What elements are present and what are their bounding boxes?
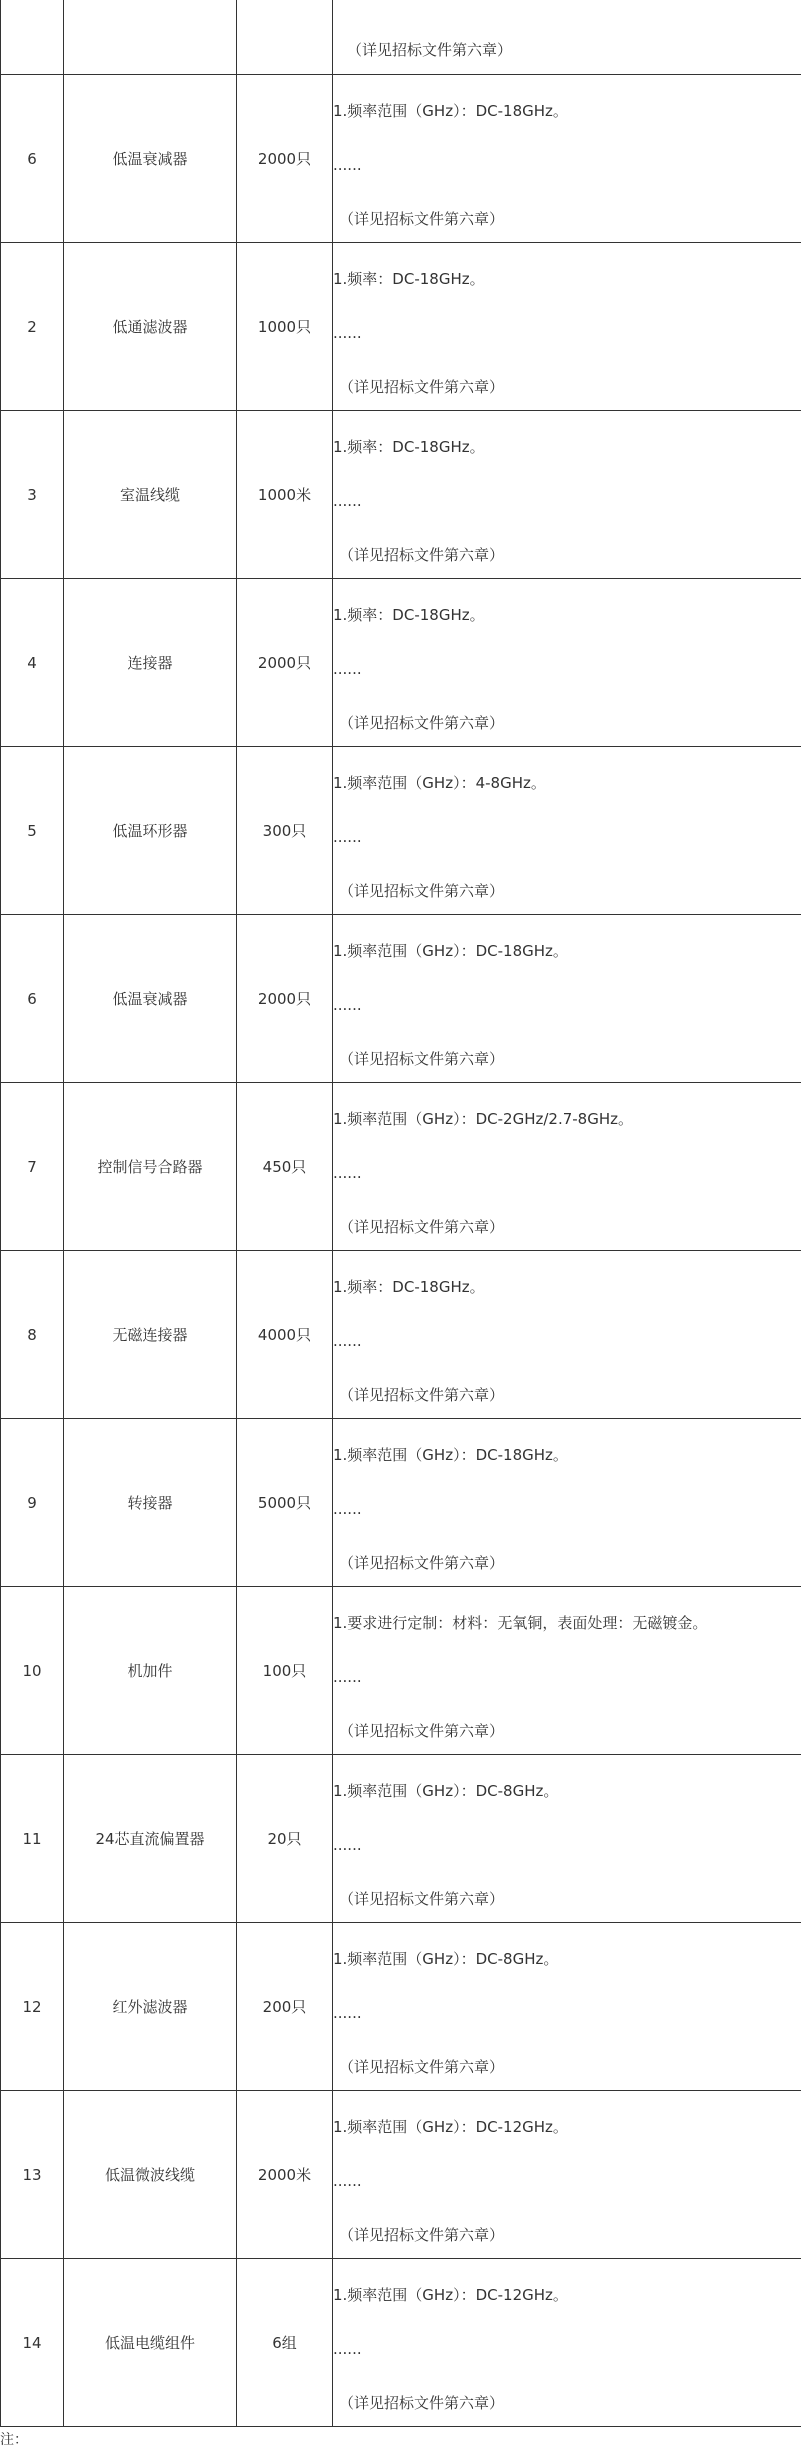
table-row xyxy=(1,579,801,747)
spec-frequency: 1.频率范围（GHz）：DC-18GHz。 xyxy=(333,941,801,961)
item-quantity: 1000只 xyxy=(237,243,333,411)
item-number: 12 xyxy=(1,1923,64,2091)
item-name: 连接器 xyxy=(64,579,237,747)
item-quantity: 200只 xyxy=(237,1923,333,2091)
item-number: 10 xyxy=(1,1587,64,1755)
spec-frequency: 1.频率范围（GHz）：DC-12GHz。 xyxy=(333,2285,801,2305)
spec-note: （详见招标文件第六章） xyxy=(333,1553,801,1573)
item-number: 6 xyxy=(1,915,64,1083)
item-quantity: 2000只 xyxy=(237,579,333,747)
spec-ellipsis: ...... xyxy=(333,491,801,511)
item-quantity: 450只 xyxy=(237,1083,333,1251)
spec-ellipsis: ...... xyxy=(333,2003,801,2023)
table-row xyxy=(1,1923,801,2091)
spec-frequency: 1.频率：DC-18GHz。 xyxy=(333,1277,801,1297)
spec-frequency: 1.频率范围（GHz）：DC-8GHz。 xyxy=(333,1781,801,1801)
spec-note: （详见招标文件第六章） xyxy=(333,545,801,565)
item-number: 5 xyxy=(1,747,64,915)
item-name: 低温衰减器 xyxy=(64,75,237,243)
spec-frequency: 1.频率范围（GHz）：DC-12GHz。 xyxy=(333,2117,801,2137)
item-number: 13 xyxy=(1,2091,64,2259)
item-name: 低温衰减器 xyxy=(64,915,237,1083)
item-spec-cell xyxy=(333,1419,801,1587)
item-name: 低通滤波器 xyxy=(64,243,237,411)
spec-note: （详见招标文件第六章） xyxy=(333,209,801,229)
cell-no xyxy=(1,0,64,75)
item-spec-cell xyxy=(333,1587,801,1755)
item-name: 无磁连接器 xyxy=(64,1251,237,1419)
spec-frequency: 1.频率：DC-18GHz。 xyxy=(333,437,801,457)
item-quantity: 20只 xyxy=(237,1755,333,1923)
spec-requirement: 1.要求进行定制：材料：无氧铜，表面处理：无磁镀金。 xyxy=(333,1613,801,1633)
item-spec-cell xyxy=(333,915,801,1083)
item-number: 8 xyxy=(1,1251,64,1419)
spec-ellipsis: ...... xyxy=(333,155,801,175)
spec-note: （详见招标文件第六章） xyxy=(333,1385,801,1405)
item-spec-cell xyxy=(333,243,801,411)
spec-ellipsis: ...... xyxy=(333,995,801,1015)
table-row xyxy=(1,2091,801,2259)
table-row xyxy=(1,411,801,579)
spec-note: （详见招标文件第六章） xyxy=(333,881,801,901)
spec-ellipsis: ...... xyxy=(333,659,801,679)
item-name: 转接器 xyxy=(64,1419,237,1587)
spec-note: （详见招标文件第六章） xyxy=(333,1217,801,1237)
cell-qty xyxy=(237,0,333,75)
item-number: 14 xyxy=(1,2259,64,2427)
table-row xyxy=(1,1251,801,1419)
item-spec-cell xyxy=(333,1251,801,1419)
item-spec-cell xyxy=(333,2259,801,2427)
item-name: 室温线缆 xyxy=(64,411,237,579)
spec-frequency: 1.频率范围（GHz）：DC-8GHz。 xyxy=(333,1949,801,1969)
spec-ellipsis: ...... xyxy=(333,1331,801,1351)
item-quantity: 2000只 xyxy=(237,915,333,1083)
spec-ellipsis: ...... xyxy=(333,1835,801,1855)
spec-note: （详见招标文件第六章） xyxy=(333,1049,801,1069)
table-row xyxy=(1,1587,801,1755)
item-number: 4 xyxy=(1,579,64,747)
item-number: 6 xyxy=(1,75,64,243)
item-quantity: 4000只 xyxy=(237,1251,333,1419)
item-name: 控制信号合路器 xyxy=(64,1083,237,1251)
item-spec-cell xyxy=(333,579,801,747)
table-row xyxy=(1,747,801,915)
item-spec-cell xyxy=(333,75,801,243)
table-row xyxy=(1,2259,801,2427)
item-quantity: 1000米 xyxy=(237,411,333,579)
item-quantity: 300只 xyxy=(237,747,333,915)
spec-note: （详见招标文件第六章） xyxy=(333,2225,801,2245)
spec-ellipsis: ...... xyxy=(333,2171,801,2191)
cell-name xyxy=(64,0,237,75)
item-name: 机加件 xyxy=(64,1587,237,1755)
spec-note: （详见招标文件第六章） xyxy=(333,1889,801,1909)
spec-ellipsis: ...... xyxy=(333,1499,801,1519)
item-spec-cell xyxy=(333,1083,801,1251)
spec-note: （详见招标文件第六章） xyxy=(333,713,801,733)
item-number: 7 xyxy=(1,1083,64,1251)
spec-note: （详见招标文件第六章） xyxy=(333,1721,801,1741)
item-name: 低温电缆组件 xyxy=(64,2259,237,2427)
spec-ellipsis: ...... xyxy=(333,323,801,343)
spec-frequency: 1.频率范围（GHz）：DC-2GHz/2.7-8GHz。 xyxy=(333,1109,801,1129)
cell-spec xyxy=(333,0,801,75)
item-quantity: 2000米 xyxy=(237,2091,333,2259)
item-spec-cell xyxy=(333,2091,801,2259)
item-spec-cell xyxy=(333,747,801,915)
table-row xyxy=(1,1755,801,1923)
spec-frequency: 1.频率范围（GHz）：4-8GHz。 xyxy=(333,773,801,793)
table-row xyxy=(1,243,801,411)
item-name: 红外滤波器 xyxy=(64,1923,237,2091)
table-row xyxy=(1,915,801,1083)
item-spec-cell xyxy=(333,1755,801,1923)
item-number: 3 xyxy=(1,411,64,579)
item-quantity: 6组 xyxy=(237,2259,333,2427)
item-quantity: 2000只 xyxy=(237,75,333,243)
spec-note: （详见招标文件第六章） xyxy=(333,40,801,60)
item-name: 低温微波线缆 xyxy=(64,2091,237,2259)
table-row-partial xyxy=(1,0,801,75)
spec-ellipsis: ...... xyxy=(333,2339,801,2359)
spec-ellipsis: ...... xyxy=(333,827,801,847)
item-quantity: 100只 xyxy=(237,1587,333,1755)
footnote-label: 注： xyxy=(0,2430,28,2450)
item-name: 低温环形器 xyxy=(64,747,237,915)
spec-frequency: 1.频率：DC-18GHz。 xyxy=(333,605,801,625)
item-number: 9 xyxy=(1,1419,64,1587)
item-name: 24芯直流偏置器 xyxy=(64,1755,237,1923)
spec-frequency: 1.频率：DC-18GHz。 xyxy=(333,269,801,289)
item-number: 2 xyxy=(1,243,64,411)
spec-note: （详见招标文件第六章） xyxy=(333,2057,801,2077)
item-spec-cell xyxy=(333,411,801,579)
table-row xyxy=(1,1419,801,1587)
spec-note: （详见招标文件第六章） xyxy=(333,377,801,397)
spec-frequency: 1.频率范围（GHz）：DC-18GHz。 xyxy=(333,1445,801,1465)
table-row xyxy=(1,1083,801,1251)
spec-ellipsis: ...... xyxy=(333,1667,801,1687)
table-row xyxy=(1,75,801,243)
spec-ellipsis: ...... xyxy=(333,1163,801,1183)
item-spec-cell xyxy=(333,1923,801,2091)
item-number: 11 xyxy=(1,1755,64,1923)
item-quantity: 5000只 xyxy=(237,1419,333,1587)
spec-note: （详见招标文件第六章） xyxy=(333,2393,801,2413)
spec-frequency: 1.频率范围（GHz）：DC-18GHz。 xyxy=(333,101,801,121)
